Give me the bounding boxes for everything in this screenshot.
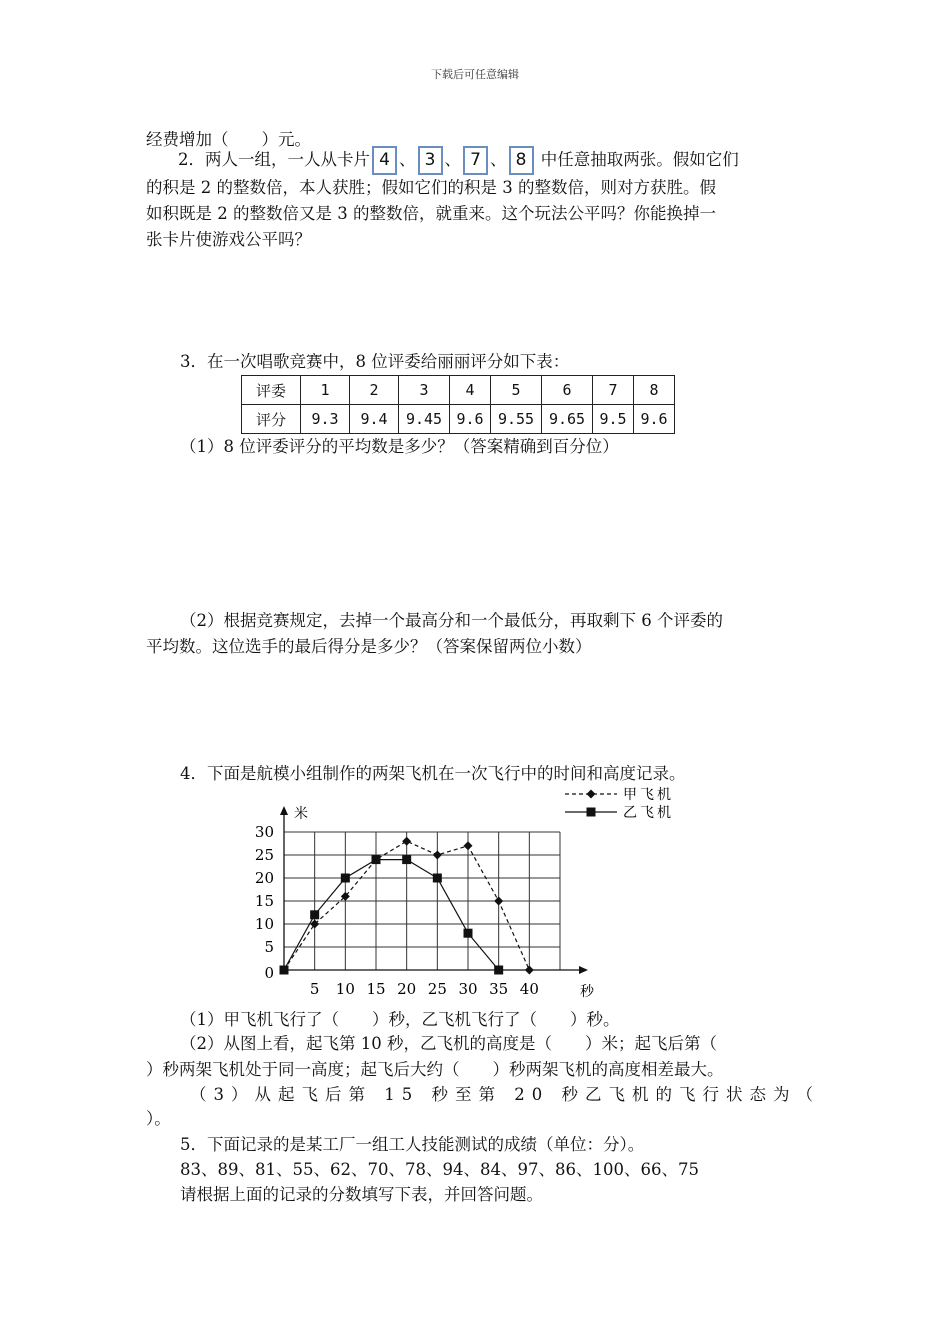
data-point-diamond (464, 841, 473, 850)
q4-sub3-line2: ）。 (146, 1109, 171, 1128)
x-tick-label: 25 (427, 980, 447, 998)
data-point-square (310, 910, 319, 919)
data-point-square (341, 874, 350, 883)
y-axis-arrow (280, 806, 288, 815)
x-tick-label: 5 (309, 980, 320, 998)
data-point-square (280, 966, 289, 975)
q5-data: 83、89、81、55、62、70、78、94、84、97、86、100、66、75 (180, 1160, 699, 1179)
q5-instruction: 请根据上面的记录的分数填写下表，并回答问题。 (180, 1185, 543, 1204)
q5-title: 5．下面记录的是某工厂一组工人技能测试的成绩（单位：分）。 (180, 1135, 645, 1154)
judge-cell: 1 (301, 376, 350, 405)
x-tick-label: 15 (366, 980, 386, 998)
data-point-square (494, 966, 503, 975)
y-tick-label: 5 (264, 938, 274, 956)
score-table (241, 375, 675, 434)
q1-tail: 经费增加（ ）元。 (146, 130, 311, 149)
data-point-diamond (433, 851, 442, 860)
y-tick-label: 20 (254, 869, 274, 887)
score-cell: 9.6 (450, 405, 491, 434)
legend-label: 乙飞机 (623, 805, 674, 821)
q4-sub2-line2: ）秒两架飞机处于同一高度；起飞后大约（ ）秒两架飞机的高度相差最大。 (146, 1060, 724, 1079)
score-cell: 9.4 (350, 405, 399, 434)
legend-label: 甲飞机 (623, 787, 674, 803)
row-label-judge: 评委 (242, 376, 301, 405)
legend-marker-diamond (587, 790, 596, 799)
x-tick-label: 10 (335, 980, 355, 998)
data-point-diamond (494, 897, 503, 906)
y-tick-label: 0 (264, 964, 274, 982)
q3-sub2-line1: （2）根据竞赛规定，去掉一个最高分和一个最低分，再取剩下 6 个评委的 (180, 611, 723, 630)
q4-sub3-line1: （3）从起飞后第 15 秒至第 20 秒乙飞机的飞行状态为（ (190, 1085, 820, 1104)
x-tick-label: 35 (489, 980, 509, 998)
page-header: 下载后可任意编辑 (431, 68, 519, 81)
card-sep: 、 (490, 150, 507, 169)
judge-cell: 4 (450, 376, 491, 405)
data-point-square (372, 855, 381, 864)
q3-title: 3．在一次唱歌竞赛中，8 位评委给丽丽评分如下表： (180, 352, 570, 371)
q2-line3: 如积既是 2 的整数倍又是 3 的整数倍，就重来。这个玩法公平吗？你能换掉一 (146, 204, 716, 223)
score-cell: 9.55 (491, 405, 542, 434)
q3-sub2-line2: 平均数。这位选手的最后得分是多少？（答案保留两位小数） (146, 637, 592, 656)
judge-cell: 3 (399, 376, 450, 405)
card-8: 8 (509, 146, 534, 175)
x-tick-label: 20 (397, 980, 417, 998)
data-point-square (402, 855, 411, 864)
y-axis-label: 米 (294, 806, 308, 822)
card-4: 4 (372, 146, 397, 175)
card-sep: 、 (444, 150, 461, 169)
card-7: 7 (463, 146, 488, 175)
q4-sub2-line1: （2）从图上看，起飞第 10 秒，乙飞机的高度是（ ）米；起飞后第（ (180, 1034, 717, 1053)
score-cell: 9.65 (542, 405, 593, 434)
chart-axes (280, 806, 588, 974)
q2-line4: 张卡片使游戏公平吗？ (146, 230, 311, 249)
chart-ticks (255, 805, 595, 1000)
score-cell: 9.5 (593, 405, 634, 434)
y-tick-label: 25 (254, 846, 274, 864)
row-label-score: 评分 (242, 405, 301, 434)
q2-suffix: 中任意抽取两张。假如它们 (540, 150, 739, 169)
score-cell: 9.45 (399, 405, 450, 434)
q3-sub1: （1）8 位评委评分的平均数是多少？（答案精确到百分位） (180, 437, 619, 456)
data-point-diamond (525, 966, 534, 975)
y-tick-label: 15 (254, 892, 274, 910)
q4-title: 4．下面是航模小组制作的两架飞机在一次飞行中的时间和高度记录。 (180, 764, 686, 783)
data-point-diamond (402, 837, 411, 846)
table-row (242, 405, 675, 434)
q4-sub1: （1）甲飞机飞行了（ ）秒，乙飞机飞行了（ ）秒。 (180, 1010, 620, 1029)
q2-prefix: 2．两人一组，一人从卡片 (178, 150, 370, 169)
x-axis-label: 秒 (580, 984, 594, 1000)
x-tick-label: 40 (519, 980, 539, 998)
judge-cell: 5 (491, 376, 542, 405)
judge-cell: 8 (634, 376, 675, 405)
card-sep: 、 (399, 150, 416, 169)
q2-line1 (178, 146, 739, 175)
x-axis-arrow (579, 966, 588, 974)
legend-marker-square (587, 808, 596, 817)
judge-cell: 6 (542, 376, 593, 405)
score-cell: 9.3 (301, 405, 350, 434)
y-tick-label: 30 (254, 823, 274, 841)
judge-cell: 7 (593, 376, 634, 405)
flight-chart (240, 782, 700, 1004)
q2-line2: 的积是 2 的整数倍，本人获胜；假如它们的积是 3 的整数倍，则对方获胜。假 (146, 178, 716, 197)
x-tick-label: 30 (458, 980, 478, 998)
card-3: 3 (418, 146, 443, 175)
chart-legend (565, 786, 674, 821)
judge-cell: 2 (350, 376, 399, 405)
data-point-square (464, 929, 473, 938)
y-tick-label: 10 (254, 915, 274, 933)
score-cell: 9.6 (634, 405, 675, 434)
data-point-square (433, 874, 442, 883)
table-row (242, 376, 675, 405)
